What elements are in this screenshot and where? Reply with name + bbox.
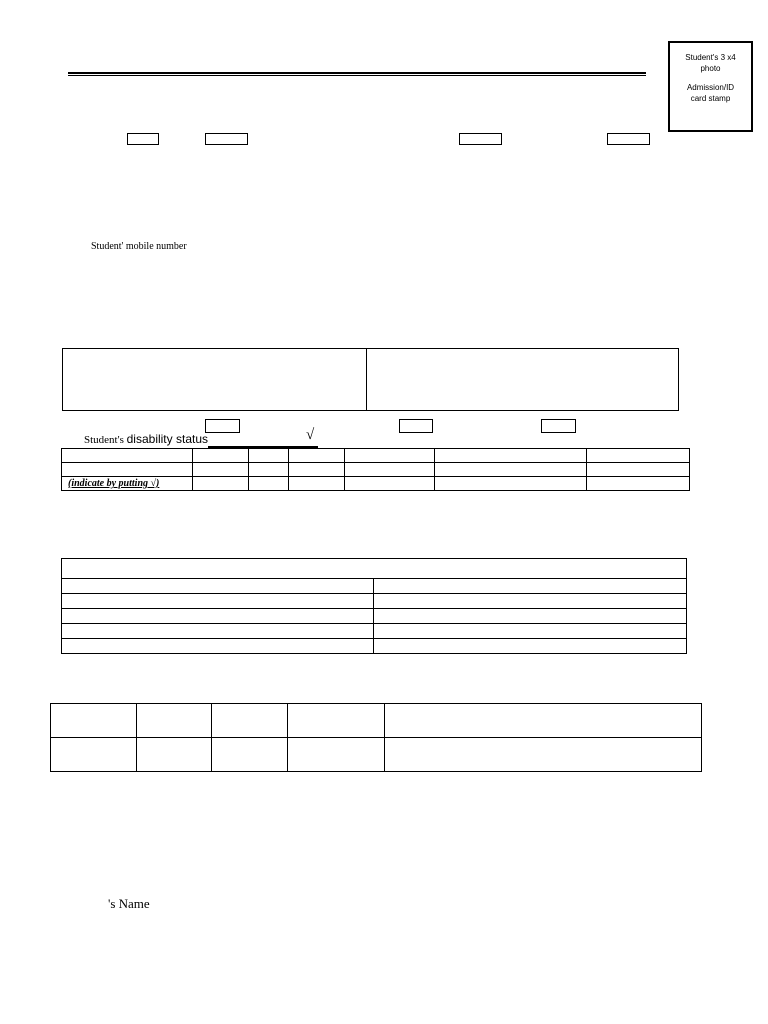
disability-table-row xyxy=(62,477,690,491)
table-cell[interactable] xyxy=(51,738,137,772)
table-cell[interactable] xyxy=(62,449,193,463)
table-cell[interactable] xyxy=(62,639,374,654)
table-cell[interactable] xyxy=(62,624,374,639)
table-cell[interactable] xyxy=(62,594,374,609)
disability-table-row xyxy=(62,463,690,477)
table-cell[interactable] xyxy=(51,704,137,738)
table-cell[interactable] xyxy=(435,449,587,463)
table-cell[interactable] xyxy=(288,704,385,738)
two-column-divider xyxy=(366,349,367,410)
table-cell[interactable] xyxy=(137,704,212,738)
table-row xyxy=(62,594,687,609)
table-cell[interactable] xyxy=(289,463,345,477)
checkbox-4[interactable] xyxy=(607,133,650,145)
table-cell[interactable] xyxy=(212,704,288,738)
info-table-header-row xyxy=(62,559,687,579)
table-cell[interactable] xyxy=(374,579,687,594)
table-cell[interactable] xyxy=(345,477,435,491)
table-cell[interactable] xyxy=(385,738,702,772)
table-row xyxy=(62,639,687,654)
results-table xyxy=(50,703,702,772)
table-header-cell xyxy=(62,559,687,579)
checkbox-1[interactable] xyxy=(127,133,159,145)
table-cell[interactable] xyxy=(193,449,249,463)
table-cell[interactable] xyxy=(62,463,193,477)
checkbox-5[interactable] xyxy=(205,419,240,433)
checkbox-2[interactable] xyxy=(205,133,248,145)
checkbox-7[interactable] xyxy=(541,419,576,433)
table-cell[interactable] xyxy=(288,738,385,772)
disability-table xyxy=(61,448,690,491)
table-cell[interactable] xyxy=(374,639,687,654)
table-cell[interactable] xyxy=(62,579,374,594)
disability-table-row xyxy=(62,449,690,463)
checkbox-3[interactable] xyxy=(459,133,502,145)
table-row xyxy=(62,579,687,594)
indicate-instruction: (indicate by putting √) xyxy=(62,477,193,491)
checkbox-6[interactable] xyxy=(399,419,433,433)
table-cell[interactable] xyxy=(137,738,212,772)
photo-box-line-3: Admission/ID xyxy=(686,83,735,92)
disability-status-label xyxy=(84,432,208,446)
table-cell[interactable] xyxy=(385,704,702,738)
table-row xyxy=(62,624,687,639)
table-cell[interactable] xyxy=(374,609,687,624)
table-cell[interactable] xyxy=(193,463,249,477)
table-cell[interactable] xyxy=(587,463,690,477)
disability-status-text: disability status xyxy=(126,432,208,446)
photo-box-line-4: card stamp xyxy=(690,94,731,103)
table-cell[interactable] xyxy=(374,624,687,639)
mobile-number-label: Student' mobile number xyxy=(91,241,187,252)
table-cell[interactable] xyxy=(249,449,289,463)
table-cell[interactable] xyxy=(62,609,374,624)
table-cell[interactable] xyxy=(193,477,249,491)
photo-box-line-1: Student's 3 x4 xyxy=(685,53,736,62)
table-row xyxy=(51,738,702,772)
photo-stamp-box xyxy=(668,41,753,132)
table-cell[interactable] xyxy=(435,463,587,477)
table-cell[interactable] xyxy=(587,449,690,463)
table-cell[interactable] xyxy=(587,477,690,491)
table-cell[interactable] xyxy=(249,463,289,477)
table-row xyxy=(62,609,687,624)
name-label: 's Name xyxy=(108,896,150,911)
table-cell[interactable] xyxy=(345,449,435,463)
two-column-box xyxy=(62,348,679,411)
info-table xyxy=(61,558,687,654)
photo-box-line-2: photo xyxy=(700,64,721,73)
table-cell[interactable] xyxy=(249,477,289,491)
table-cell[interactable] xyxy=(289,449,345,463)
check-mark-glyph: √ xyxy=(306,427,315,443)
table-cell[interactable] xyxy=(212,738,288,772)
table-cell[interactable] xyxy=(289,477,345,491)
table-row xyxy=(51,704,702,738)
table-cell[interactable] xyxy=(435,477,587,491)
table-cell[interactable] xyxy=(374,594,687,609)
header-rule-thick xyxy=(68,72,646,74)
table-cell[interactable] xyxy=(345,463,435,477)
disability-prefix: Student's xyxy=(84,434,124,446)
header-rule-thin xyxy=(68,75,646,76)
